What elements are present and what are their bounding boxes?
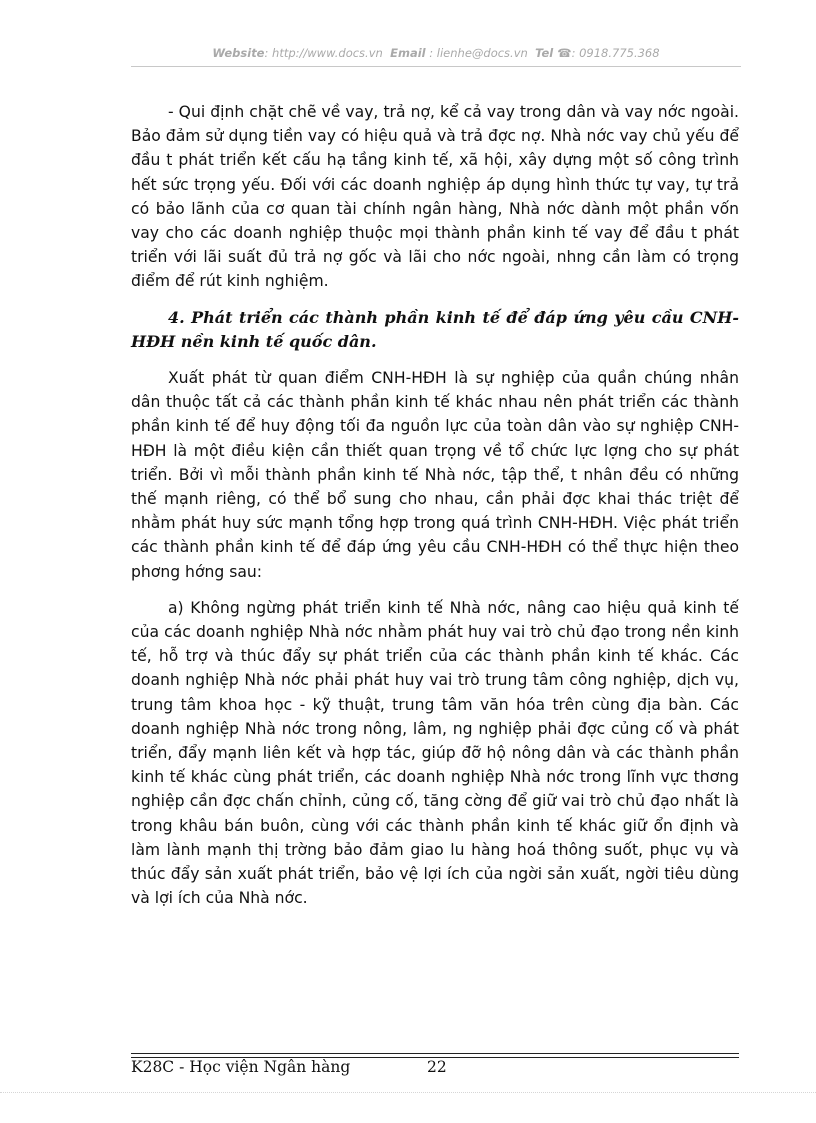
tel-label: Tel ☎	[535, 46, 572, 60]
paragraph-loan-regulation: - Qui định chặt chẽ về vay, trả nợ, kể cả vay trong dân và vay nớc ngoài. Bảo đảm sử dụng tiền vay có hiệu quả và trả đợc nợ. Nhà nớc vay chủ yếu để đầu t phát triển kết cấu hạ tầng kinh tế, xã hội, xây dựng một số công trình hết sức trọng yếu. Đối với các doanh nghiệp áp dụng hình thức tự vay, tự trả có bảo lãnh của cơ quan tài chính ngân hàng, Nhà nớc dành một phần vốn vay cho các doanh nghiệp thuộc mọi thành phần kinh tế vay để đầu t phát triển với lãi suất đủ trả nợ gốc và lãi cho nớc ngoài, nhng cần làm có trọng điểm để rút kinh nghiệm.	[131, 103, 739, 291]
website-label: Website	[212, 46, 265, 60]
page-boundary	[0, 1092, 816, 1093]
email-label: Email	[390, 46, 426, 60]
paragraph-economic-sectors: Xuất phát từ quan điểm CNH-HĐH là sự nghiệp của quần chúng nhân dân thuộc tất cả các thành phần kinh tế khác nhau nên phát triển các thành phần kinh tế để huy động tối đa nguồn lực của toàn dân vào sự nghiệp CNH-HĐH là một điều kiện cần thiết quan trọng về tổ chức lực lợng cho sự phát triển. Bởi vì mỗi thành phần kinh tế Nhà nớc, tập thể, t nhân đều có những thế mạnh riêng, có thể bổ sung cho nhau, cần phải đợc khai thác triệt để nhằm phát huy sức mạnh tổng hợp trong quá trình CNH-HĐH. Việc phát triển các thành phần kinh tế để đáp ứng yêu cầu CNH-HĐH có thể thực hiện theo phơng hớng sau:	[131, 369, 739, 581]
page-header	[131, 46, 741, 60]
paragraph-state-economy: a) Không ngừng phát triển kinh tế Nhà nớc, nâng cao hiệu quả kinh tế của các doanh nghiệp Nhà nớc nhằm phát huy vai trò chủ đạo trong nền kinh tế, hỗ trợ và thúc đẩy sự phát triển của các thành phần kinh tế khác. Các doanh nghiệp Nhà nớc phải phát huy vai trò trung tâm công nghiệp, dịch vụ, trung tâm khoa học - kỹ thuật, trung tâm văn hóa trên cùng địa bàn. Các doanh nghiệp Nhà nớc trong nông, lâm, ng nghiệp phải đợc củng cố và phát triển, đẩy mạnh liên kết và hợp tác, giúp đỡ hộ nông dân và các thành phần kinh tế khác cùng phát triển, các doanh nghiệp Nhà nớc trong lĩnh vực thơng nghiệp cần đợc chấn chỉnh, củng cố, tăng cờng để giữ vai trò chủ đạo nhất là trong khâu bán buôn, cùng với các thành phần kinh tế khác giữ ổn định và làm lành mạnh thị trờng bảo đảm giao lu hàng hoá thông suốt, phục vụ và thúc đẩy sản xuất phát triển, bảo vệ lợi ích của ngời sản xuất, ngời tiêu dùng và lợi ích của Nhà nớc.	[131, 598, 739, 908]
footer-source: K28C - Học viện Ngân hàng	[131, 1058, 351, 1076]
page-footer	[131, 1058, 739, 1076]
website-value[interactable]: : http://www.docs.vn	[264, 46, 383, 60]
header-divider	[131, 66, 741, 67]
page-number: 22	[427, 1058, 447, 1076]
document-body	[131, 100, 739, 923]
tel-value: : 0918.775.368	[571, 46, 660, 60]
section-heading: 4. Phát triển các thành phần kinh tế để đáp ứng yêu cầu CNH-HĐH nền kinh tế quốc dân.	[131, 307, 739, 351]
email-value[interactable]: : lienhe@docs.vn	[429, 46, 528, 60]
